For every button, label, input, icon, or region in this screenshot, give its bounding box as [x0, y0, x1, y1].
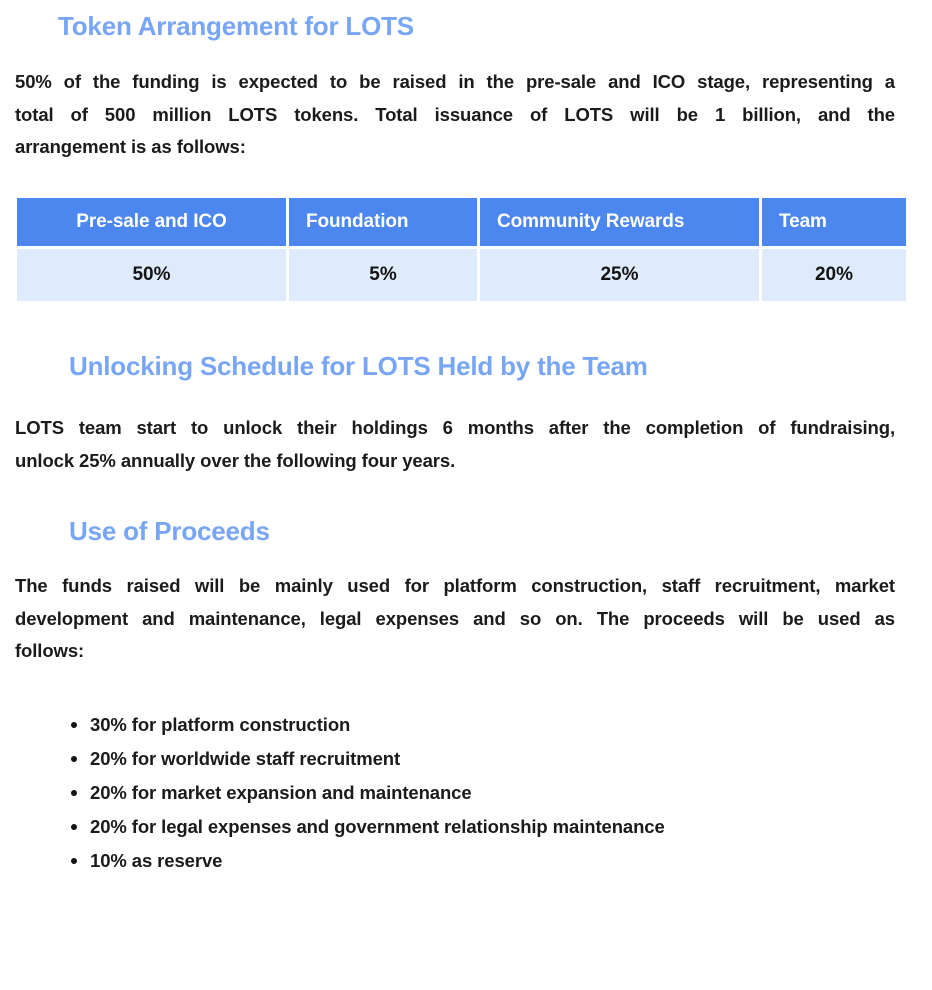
bullet-icon — [71, 790, 77, 796]
bullet-item — [70, 708, 665, 742]
bullet-item — [70, 810, 665, 844]
bullet-icon — [71, 756, 77, 762]
table-value-cell: 50% — [17, 249, 286, 301]
paragraph-line: LOTS team start to unlock their holdings 6 months after the completion of fundraising, — [15, 417, 895, 438]
section-heading-unlocking-schedule: Unlocking Schedule for LOTS Held by the Team — [69, 351, 648, 381]
table-header-cell: Team — [762, 198, 906, 246]
bullet-item — [70, 742, 665, 776]
paragraph-line: follows: — [15, 640, 85, 661]
bullet-text: 30% for platform construction — [90, 714, 351, 735]
bullet-icon — [71, 858, 77, 864]
table-header-cell: Foundation — [289, 198, 477, 246]
allocation-table-header-row — [17, 198, 906, 246]
bullet-text: 20% for market expansion and maintenance — [90, 782, 472, 803]
proceeds-bullet-list — [70, 708, 665, 878]
paragraph-line: 50% of the funding is expected to be raised in the pre-sale and ICO stage, representing a — [15, 71, 895, 92]
paragraph-line: development and maintenance, legal expenses and so on. The proceeds will be used as — [15, 607, 895, 629]
paragraph-token-arrangement — [15, 66, 895, 164]
allocation-table-value-row — [17, 249, 906, 301]
paragraph-use-of-proceeds — [15, 570, 895, 668]
table-value-cell: 20% — [762, 249, 906, 301]
paragraph-line: total of 500 million LOTS tokens. Total issuance of LOTS will be 1 billion, and the — [15, 103, 895, 125]
paragraph-unlocking-schedule — [15, 412, 895, 477]
bullet-item — [70, 844, 665, 878]
bullet-icon — [71, 722, 77, 728]
section-heading-token-arrangement: Token Arrangement for LOTS — [58, 11, 414, 41]
paragraph-line: The funds raised will be mainly used for platform construction, staff recruitment, market — [15, 575, 895, 596]
paragraph-line: unlock 25% annually over the following four years. — [15, 449, 456, 471]
bullet-text: 20% for legal expenses and government relationship maintenance — [90, 816, 665, 837]
table-header-cell: Community Rewards — [480, 198, 759, 246]
table-header-cell: Pre-sale and ICO — [17, 198, 286, 246]
bullet-text: 20% for worldwide staff recruitment — [90, 748, 401, 769]
table-value-cell: 5% — [289, 249, 477, 301]
paragraph-line: arrangement is as follows: — [15, 136, 246, 157]
bullet-icon — [71, 824, 77, 830]
token-allocation-table — [17, 198, 906, 301]
bullet-text: 10% as reserve — [90, 850, 223, 871]
bullet-item — [70, 776, 665, 810]
table-value-cell: 25% — [480, 249, 759, 301]
section-heading-use-of-proceeds: Use of Proceeds — [69, 516, 270, 546]
